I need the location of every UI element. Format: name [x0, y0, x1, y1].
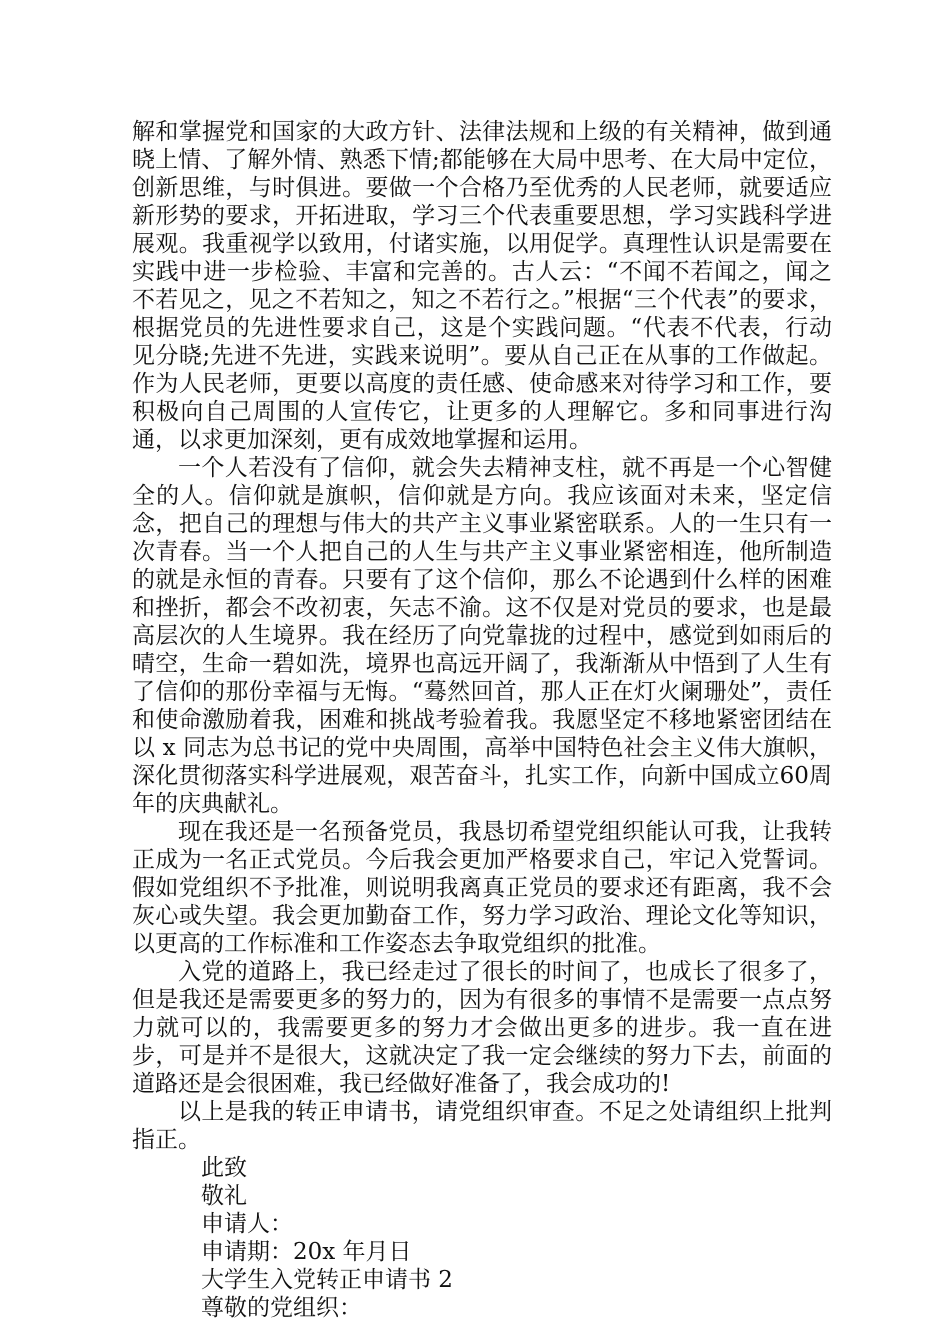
paragraph-continued: 解和掌握党和国家的大政方针、法律法规和上级的有关精神，做到通晓上情、了解外情、熟悉下情;都能够在大局中思考、在大局中定位，创新思维，与时俱进。要做一个合格乃至优秀的人民老师，就要适应新形势的要求，开拓进取，学习三个代表重要思想，学习实践科学进展观。我重视学以致用，付诸实施，以用促学。真理性认识是需要在实践中进一步检验、丰富和完善的。古人云：“不闻不若闻之，闻之不若见之，见之不若知之，知之不若行之。”根据“三个代表”的要求，根据党员的先进性要求自己，这是个实践问题。“代表不代表，行动见分晓;先进不先进，实践来说明”。要从自己正在从事的工作做起。作为人民老师，更要以高度的责任感、使命感来对待学习和工作，要积极向自己周围的人宣传它，让更多的人理解它。多和同事进行沟通，以求更加深刻，更有成效地掌握和运用。: [132, 119, 832, 453]
paragraph-faith: 一个人若没有了信仰，就会失去精神支柱，就不再是一个心智健全的人。信仰就是旗帜，信仰就是方向。我应该面对未来，坚定信念，把自己的理想与伟大的共产主义事业紧密联系。人的一生只有一次青春。当一个人把自己的人生与共产主义事业紧密相连，他所制造的就是永恒的青春。只要有了这个信仰，那么不论遇到什么样的困难和挫折，都会不改初衷，矢志不渝。这不仅是对党员的要求，也是最高层次的人生境界。我在经历了向党靠拢的过程中，感觉到如雨后的晴空，生命一碧如洗，境界也高远开阔了，我渐渐从中悟到了人生有了信仰的那份幸福与无悔。“蓦然回首，那人正在灯火阑珊处”，责任和使命激励着我，困难和挑战考验着我。我愿坚定不移地紧密团结在以 x 同志为总书记的党中央周围，高举中国特色社会主义伟大旗帜，深化贯彻落实科学进展观，艰苦奋斗，扎实工作，向新中国成立60周年的庆典献礼。: [132, 455, 832, 817]
closing-respect: 敬礼: [201, 1183, 247, 1209]
application-date: 申请期：20x 年月日: [201, 1239, 412, 1265]
next-document-title: 大学生入党转正申请书 2: [201, 1267, 453, 1293]
paragraph-probation: 现在我还是一名预备党员，我恳切希望党组织能认可我，让我转正成为一名正式党员。今后我会更加严格要求自己，牢记入党誓词。假如党组织不予批准，则说明我离真正党员的要求还有距离，我不会灰心或失望。我会更加勤奋工作，努力学习政治、理论文化等知识，以更高的工作标准和工作姿态去争取党组织的批准。: [132, 819, 832, 957]
applicant-label: 申请人：: [201, 1211, 293, 1237]
paragraph-progress: 入党的道路上，我已经走过了很长的时间了，也成长了很多了，但是我还是需要更多的努力的，因为有很多的事情不是需要一点点努力就可以的，我需要更多的努力才会做出更多的进步。我一直在进步，可是并不是很大，这就决定了我一定会继续的努力下去，前面的道路还是会很困难，我已经做好准备了，我会成功的!: [132, 959, 832, 1097]
document-page: [132, 118, 832, 1322]
paragraph-conclusion: 以上是我的转正申请书，请党组织审查。不足之处请组织上批判指正。: [132, 1099, 832, 1153]
next-document-greeting: 尊敬的党组织：: [201, 1295, 362, 1321]
closing-salutation: 此致: [201, 1155, 247, 1181]
